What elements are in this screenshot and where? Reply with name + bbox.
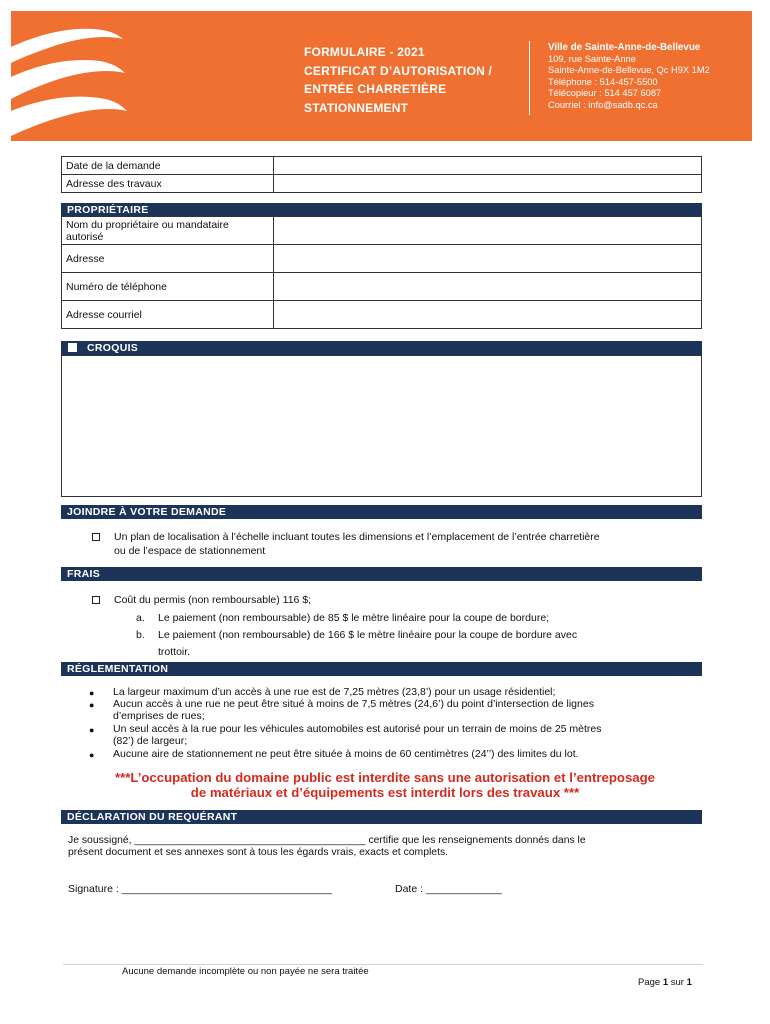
rules-section-heading: RÉGLEMENTATION [61,662,702,676]
warning-notice: de matériaux et d’équipements est interdit lors des travaux *** [190,785,580,800]
rule-text: (82’) de largeur; [113,735,188,747]
form-title-line: ENTRÉE CHARRETIÈRE [304,82,447,96]
rule-text: d’emprises de rues; [113,710,205,722]
owner-name-field[interactable] [274,217,702,245]
bullet-icon: ● [89,725,95,735]
attach-item-text: Un plan de localisation à l’échelle incluant toutes les dimensions et l’emplacement de l’entrée charretière [114,531,600,543]
fee-item-text: trottoir. [158,646,191,658]
sketch-drawing-area[interactable] [61,355,702,497]
permit-fee-text: Coût du permis (non remboursable) 116 $; [114,594,312,606]
form-title-line: FORMULAIRE - 2021 [304,45,425,59]
bullet-icon: ● [89,700,95,710]
attach-section-heading: JOINDRE À VOTRE DEMANDE [61,505,702,519]
declaration-section-heading: DÉCLARATION DU REQUÉRANT [61,810,702,824]
signature-field[interactable]: Signature : ____________________________________ [68,883,332,895]
city-address-line: Sainte-Anne-de-Bellevue, Qc H9X 1M2 [548,65,710,76]
date-label: Date de la demande [62,157,274,175]
sketch-section-heading [61,341,702,355]
declaration-text: présent document et ses annexes sont à tous les égards vrais, exacts et complets. [68,847,449,858]
page-prefix: Page [638,977,661,988]
owner-name-label: Nom du propriétaire ou mandataire autorisé [62,217,274,245]
fee-item-text: Le paiement (non remboursable) de 166 $ le mètre linéaire pour la coupe de bordure avec [158,629,578,641]
page-mid: sur [670,977,684,988]
form-title-line: STATIONNEMENT [304,100,409,115]
header-banner [11,11,752,141]
warning-notice: ***L’occupation du domaine public est interdite sans une autorisation et l’entreposage [114,770,656,785]
plan-checkbox[interactable] [92,533,100,541]
city-fax: Télécopieur : 514 457 6087 [548,88,662,99]
square-icon [68,343,77,352]
city-contact-block [548,42,710,112]
rule-text: Aucun accès à une rue ne peut être situé à moins de 7,5 mètres (24,6’) du point d’intersection de lignes [113,698,594,710]
rule-text: La largeur maximum d’un accès à une rue est de 7,25 mètres (23,8’) pour un usage résidentiel; [113,686,556,698]
owner-address-field[interactable] [274,245,702,273]
fees-section-heading: FRAIS [61,567,702,581]
request-info-table [61,156,702,193]
form-title [304,43,492,117]
header-divider [529,41,530,115]
owner-section-heading: PROPRIÉTAIRE [61,203,702,217]
fee-item-text: Le paiement (non remboursable) de 85 $ le mètre linéaire pour la coupe de bordure; [158,612,550,624]
owner-email-label: Adresse courriel [62,301,274,329]
fee-item-marker: b. [136,629,145,641]
bullet-icon: ● [89,750,95,760]
date-field[interactable] [274,157,702,175]
attach-item-text: ou de l’espace de stationnement [114,545,266,557]
owner-phone-label: Numéro de téléphone [62,273,274,301]
work-address-field[interactable] [274,175,702,193]
page-current: 1 [662,977,669,988]
owner-address-label: Adresse [62,245,274,273]
rule-text: Aucune aire de stationnement ne peut être située à moins de 60 centimètres (24’’) des limites du lot. [113,748,579,760]
form-title-line: CERTIFICAT D’AUTORISATION / [304,63,493,78]
wave-logo-icon [11,11,131,141]
permit-fee-checkbox[interactable] [92,596,100,604]
city-name: Ville de Sainte-Anne-de-Bellevue [548,42,701,53]
owner-phone-field[interactable] [274,273,702,301]
page-number [638,976,692,990]
page-total: 1 [686,977,692,988]
owner-email-field[interactable] [274,301,702,329]
sketch-heading-label: CROQUIS [87,342,139,354]
city-email: Courriel : info@sadb.qc.ca [548,99,658,110]
fee-item-marker: a. [136,612,145,624]
bullet-icon: ● [89,688,95,698]
city-address-line: 109, rue Sainte-Anne [548,53,636,64]
rule-text: Un seul accès à la rue pour les véhicules automobiles est autorisé pour un terrain de moins de 25 mètres [113,723,602,735]
declaration-text: Je soussigné, ________________________________________ certifie que les renseignements donnés dans le [68,835,586,846]
footer-notice: Aucune demande incomplète ou non payée ne sera traitée [122,966,369,977]
signature-date-field[interactable]: Date : _____________ [395,883,502,895]
city-phone: Téléphone : 514-457-5500 [548,76,658,87]
owner-table [61,216,702,329]
work-address-label: Adresse des travaux [62,175,274,193]
